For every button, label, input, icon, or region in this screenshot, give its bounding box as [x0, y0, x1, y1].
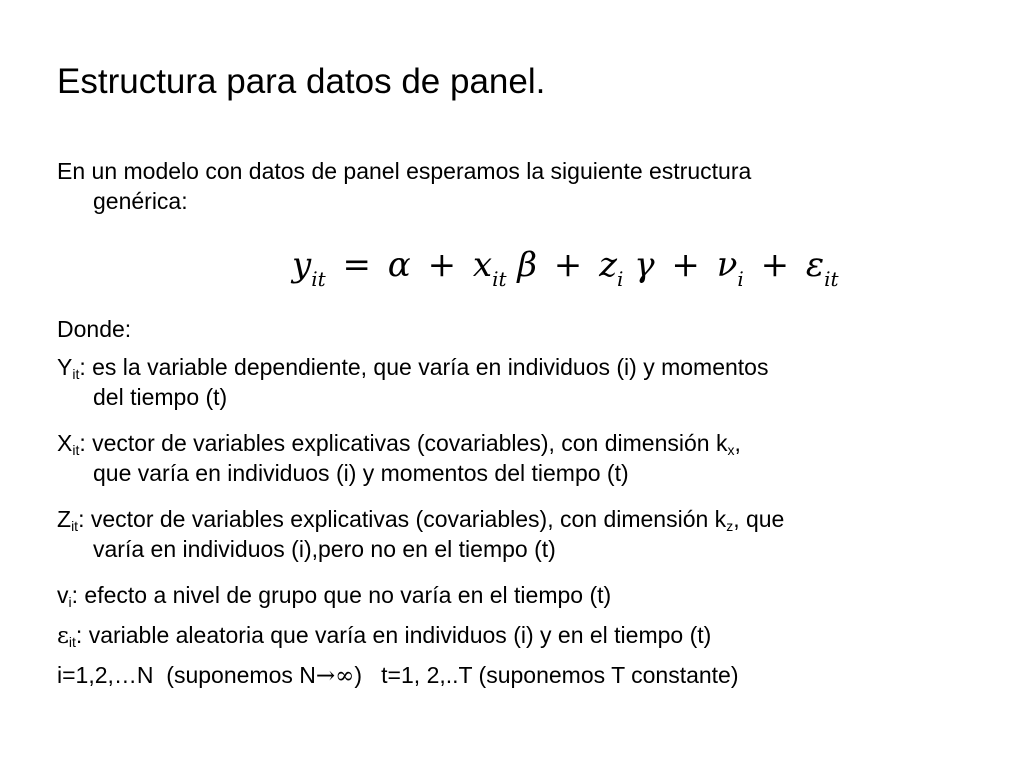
formula-alpha: α: [387, 245, 411, 285]
epsilon-def-sub: it: [68, 634, 76, 650]
x-def-line-2: que varía en individuos (i) y momentos del tiempo (t): [93, 460, 629, 486]
formula-epsilon-sub: it: [824, 267, 839, 291]
donde-label: [57, 314, 967, 344]
intro-line-2: genérica:: [93, 188, 188, 214]
epsilon-def-text: : variable aleatoria que varía en individuos (i) y en el tiempo (t): [75, 622, 712, 648]
panel-model-formula: [292, 240, 839, 294]
x-definition: [57, 428, 967, 488]
formula-plus-3: +: [671, 245, 700, 285]
formula-z-sub: i: [617, 267, 624, 291]
epsilon-definition: [57, 620, 967, 651]
z-def-line-1-end: , que: [733, 506, 785, 532]
y-def-var: Y: [57, 354, 73, 380]
donde-text: Donde:: [57, 316, 132, 342]
y-def-line-1: : es la variable dependiente, que varía en individuos (i) y momentos: [79, 354, 769, 380]
formula-nu-sub: i: [737, 267, 744, 291]
formula-plus-4: +: [760, 245, 790, 285]
n-note-open: (suponemos N: [153, 662, 316, 688]
v-def-text: : efecto a nivel de grupo que no varía en el tiempo (t): [71, 582, 612, 608]
x-def-k-sub: x: [727, 442, 735, 458]
formula-y: y: [292, 245, 312, 285]
formula-x: x: [472, 245, 493, 285]
index-range: [57, 660, 967, 691]
x-def-line-1: : vector de variables explicativas (covariables), con dimensión k: [79, 430, 728, 456]
t-range: t=1, 2,..T (suponemos T constante): [362, 662, 739, 688]
arrow-icon: →: [315, 663, 336, 689]
n-note-close: ): [354, 662, 362, 688]
formula-nu: ν: [716, 245, 738, 285]
z-def-line-1: : vector de variables explicativas (covariables), con dimensión k: [78, 506, 727, 532]
infinity-icon: ∞: [335, 663, 355, 689]
formula-z: z: [599, 245, 618, 285]
i-range: i=1,2,…N: [57, 662, 154, 688]
x-def-line-1-end: ,: [734, 430, 741, 456]
v-def-var: v: [57, 582, 69, 608]
formula-x-sub: it: [492, 267, 507, 291]
formula-plus-1: +: [427, 245, 457, 285]
z-definition: [57, 504, 967, 564]
y-def-sub: it: [72, 366, 80, 382]
z-def-line-2: varía en individuos (i),pero no en el tiempo (t): [93, 536, 556, 562]
formula-beta: β: [517, 245, 537, 285]
x-def-var: X: [57, 430, 73, 456]
v-definition: [57, 580, 967, 610]
intro-line-1: En un modelo con datos de panel esperamos la siguiente estructura: [57, 158, 752, 184]
formula-equals: =: [342, 245, 371, 285]
slide-title: Estructura para datos de panel.: [57, 62, 546, 101]
formula-plus-2: +: [553, 245, 583, 285]
formula-y-sub: it: [311, 267, 326, 291]
x-def-sub: it: [72, 442, 80, 458]
epsilon-def-var: ε: [57, 623, 69, 649]
v-def-sub: i: [68, 594, 72, 610]
z-def-var: Z: [57, 506, 72, 532]
formula-epsilon: ε: [805, 245, 825, 285]
formula-gamma: γ: [634, 245, 655, 285]
intro-paragraph: [57, 156, 967, 216]
z-def-k-sub: z: [726, 518, 734, 534]
y-def-line-2: del tiempo (t): [93, 384, 228, 410]
y-definition: [57, 352, 967, 412]
z-def-sub: it: [71, 518, 79, 534]
